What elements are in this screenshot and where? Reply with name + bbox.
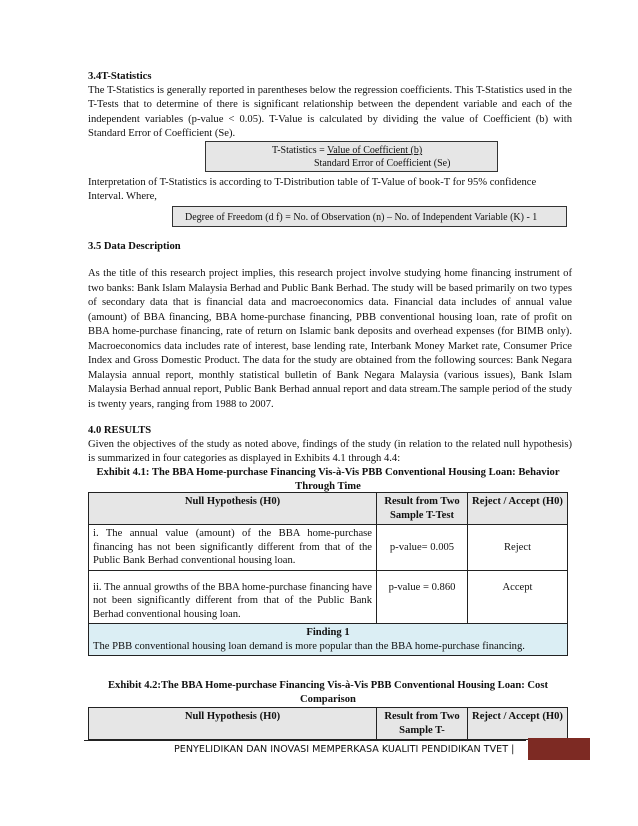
footer-divider	[84, 740, 526, 741]
degree-of-freedom-formula-box	[172, 206, 567, 227]
finding-cell	[89, 624, 568, 656]
finding-text: The PBB conventional housing loan demand is more popular than the BBA home-purchase financing.	[93, 640, 525, 652]
exhibit-4-1-title: Exhibit 4.1: The BBA Home-purchase Financing Vis-à-Vis PBB Conventional Housing Loan: Behavior Through Time	[96, 467, 560, 493]
finding-title: Finding 1	[306, 627, 350, 638]
dof-formula: Degree of Freedom (d f) = No. of Observation (n) – No. of Independent Variable (K) - 1	[185, 212, 538, 223]
result-cell: p-value = 0.860	[377, 570, 468, 624]
hypothesis-cell: i. The annual value (amount) of the BBA home-purchase financing has not been significantly different from that of the Public Bank Berhad conventional housing loan.	[89, 525, 377, 571]
formula-denominator: Standard Error of Coefficient (Se)	[314, 158, 451, 169]
table-row	[89, 525, 568, 571]
section-3-4-paragraph: The T-Statistics is generally reported in parentheses below the regression coefficients. This T-Statistics used in the T-Tests that to determine of there is significant relationship between the dependent variable and each of the independent variables (p-value < 0.05). T-Value is calculated by dividing the value of Coefficient (b) with Standard Error of Coefficient (Se).	[88, 85, 572, 139]
header-null-hypothesis: Null Hypothesis (H0)	[89, 708, 377, 740]
header-result: Result from Two Sample T-Test	[377, 493, 468, 525]
section-4-0-paragraph: Given the objectives of the study as noted above, findings of the study (in relation to the related null hypothesis) is summarized in four categories as displayed in Exhibits 4.1 through 4.4:	[88, 439, 572, 465]
decision-cell: Accept	[468, 570, 568, 624]
exhibit-4-1-table	[88, 492, 568, 656]
finding-row	[89, 624, 568, 656]
section-3-5-paragraph: As the title of this research project implies, this research project involve studying home financing instrument of two banks: Bank Islam Malaysia Berhad and Public Bank Berhad. The study will be based primarily on two types of secondary data that is financial data and macroeconomics data. Financial data includes of annual value (amount) of BBA financing, BBA home-purchase financing, PBB conventional housing loan, rate of profit on BBA home-purchase financing, rate of return on Islamic bank deposits and overhead expenses (for BIMB only). Macroeconomics data includes rate of interest, base lending rate, Interbank Money Market rate, Consumer Price Index and Gross Domestic Product. The data for the study are obtained from the following sources: Bank Negara Malaysia annual report, monthly statistical bulletin of Bank Negara Malaysia (various issues), Bank Islam Malaysia Berhad annual report, Public Bank Berhad annual report and data stream.The sample period of the study is twenty years, ranging from 1988 to 2007.	[88, 268, 572, 410]
interpretation-text: Interpretation of T-Statistics is according to T-Distribution table of T-Value of book-T for 95% confidence Interval. Where,	[88, 177, 537, 203]
formula-lhs: T-Statistics =	[272, 145, 328, 156]
t-statistics-formula-box	[205, 141, 498, 172]
footer-text: PENYELIDIKAN DAN INOVASI MEMPERKASA KUALITI PENDIDIKAN TVET |	[174, 744, 515, 755]
result-cell: p-value= 0.005	[377, 525, 468, 571]
footer-page-number-box	[528, 738, 590, 760]
table-row	[89, 570, 568, 624]
hypothesis-cell: ii. The annual growths of the BBA home-purchase financing have not been significantly different from that of the Public Bank Berhad conventional housing loan.	[89, 570, 377, 624]
section-4-0-heading: 4.0 RESULTS	[88, 425, 152, 436]
header-result: Result from Two Sample T-	[377, 708, 468, 740]
table-header-row	[89, 493, 568, 525]
exhibit-4-2-table	[88, 707, 568, 740]
header-null-hypothesis: Null Hypothesis (H0)	[89, 493, 377, 525]
header-decision: Reject / Accept (H0)	[468, 708, 568, 740]
section-3-4-heading: 3.4T-Statistics	[88, 71, 152, 82]
table-header-row	[89, 708, 568, 740]
section-3-5-heading: 3.5 Data Description	[88, 241, 181, 252]
formula-numerator: Value of Coefficient (b)	[327, 145, 423, 156]
decision-cell: Reject	[468, 525, 568, 571]
header-decision: Reject / Accept (H0)	[468, 493, 568, 525]
exhibit-4-2-title: Exhibit 4.2:The BBA Home-purchase Financing Vis-à-Vis PBB Conventional Housing Loan: Cost Comparison	[107, 680, 548, 706]
